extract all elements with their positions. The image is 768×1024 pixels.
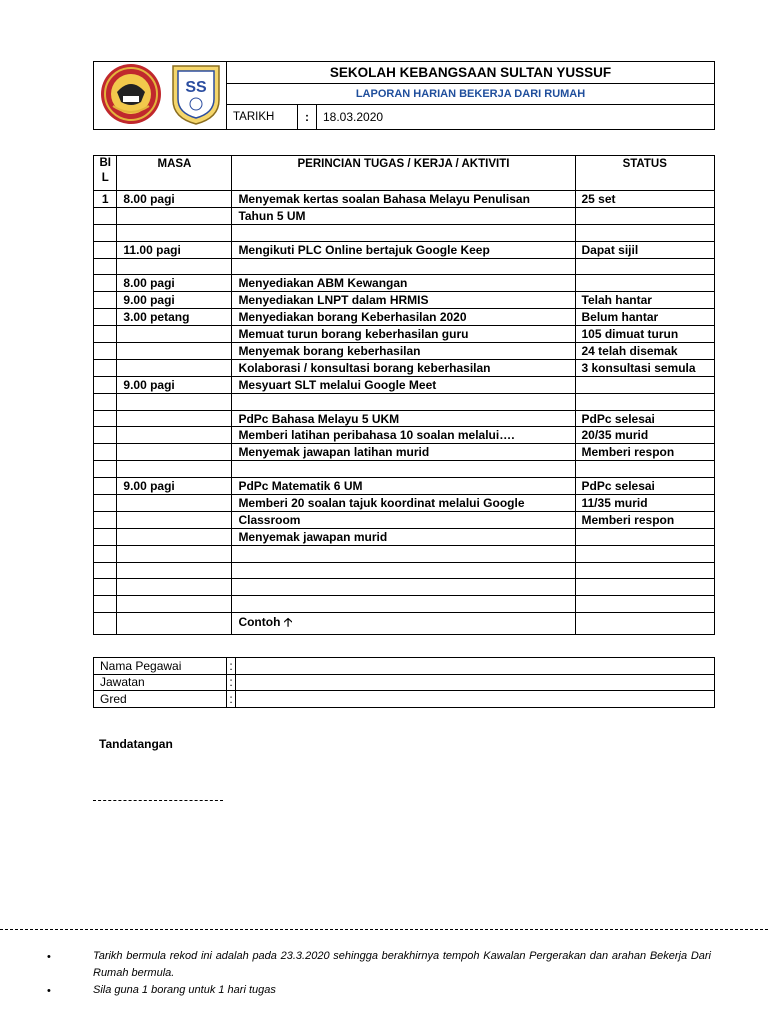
table-row [94, 545, 715, 562]
logos-cell [94, 62, 227, 130]
officer-value[interactable] [236, 691, 715, 708]
table-row [94, 258, 715, 275]
row-task[interactable]: Memuat turun borang keberhasilan guru [232, 326, 575, 343]
row-status[interactable]: 24 telah disemak [575, 343, 715, 360]
row-task[interactable]: Classroom [232, 511, 575, 528]
row-bil[interactable] [94, 393, 117, 410]
row-bil[interactable] [94, 309, 117, 326]
row-task[interactable]: Memberi 20 soalan tajuk koordinat melalui Google [232, 495, 575, 512]
header-status: STATUS [575, 156, 715, 191]
table-row [94, 613, 715, 635]
row-bil[interactable] [94, 579, 117, 596]
row-task[interactable]: Menyemak kertas soalan Bahasa Melayu Penulisan [232, 191, 575, 208]
row-bil[interactable] [94, 292, 117, 309]
row-masa[interactable] [117, 224, 232, 241]
row-status[interactable] [575, 393, 715, 410]
row-status[interactable]: 11/35 murid [575, 495, 715, 512]
officer-colon: : [227, 658, 236, 675]
row-bil[interactable] [94, 444, 117, 461]
date-colon: : [298, 105, 317, 130]
row-task[interactable] [232, 258, 575, 275]
row-masa[interactable]: 9.00 pagi [117, 376, 232, 393]
row-status[interactable]: PdPc selesai [575, 478, 715, 495]
row-bil[interactable] [94, 562, 117, 579]
officer-colon: : [227, 674, 236, 691]
row-masa[interactable]: 9.00 pagi [117, 292, 232, 309]
row-masa[interactable]: 9.00 pagi [117, 478, 232, 495]
row-task[interactable]: Memberi latihan peribahasa 10 soalan melalui…. [232, 427, 575, 444]
row-task[interactable] [232, 461, 575, 478]
row-bil[interactable] [94, 478, 117, 495]
table-row [94, 241, 715, 258]
row-task[interactable] [232, 596, 575, 613]
report-header [93, 61, 715, 130]
row-status[interactable] [575, 258, 715, 275]
row-masa[interactable] [117, 495, 232, 512]
row-masa[interactable]: 8.00 pagi [117, 275, 232, 292]
row-masa[interactable] [117, 444, 232, 461]
note-bullet: • [47, 985, 51, 997]
officer-label: Nama Pegawai [94, 658, 227, 675]
row-masa[interactable] [117, 545, 232, 562]
row-task[interactable]: Menyemak borang keberhasilan [232, 343, 575, 360]
row-status[interactable]: 3 konsultasi semula [575, 359, 715, 376]
row-status[interactable] [575, 207, 715, 224]
row-status[interactable] [575, 528, 715, 545]
row-task[interactable]: PdPc Bahasa Melayu 5 UKM [232, 410, 575, 427]
row-bil[interactable] [94, 427, 117, 444]
table-row [94, 495, 715, 512]
row-status[interactable]: Memberi respon [575, 444, 715, 461]
row-masa[interactable]: 11.00 pagi [117, 241, 232, 258]
activity-table [93, 155, 715, 635]
header-task: PERINCIAN TUGAS / KERJA / AKTIVITI [232, 156, 575, 191]
row-status[interactable] [575, 224, 715, 241]
row-status[interactable] [575, 545, 715, 562]
table-row [94, 207, 715, 224]
row-bil[interactable] [94, 359, 117, 376]
row-status[interactable]: Dapat sijil [575, 241, 715, 258]
row-status[interactable]: PdPc selesai [575, 410, 715, 427]
row-masa[interactable] [117, 562, 232, 579]
row-bil[interactable] [94, 461, 117, 478]
row-status[interactable]: Belum hantar [575, 309, 715, 326]
row-task[interactable]: Menyediakan borang Keberhasilan 2020 [232, 309, 575, 326]
activity-table-body [94, 191, 715, 635]
table-row [94, 427, 715, 444]
table-row [94, 562, 715, 579]
row-masa[interactable] [117, 511, 232, 528]
row-bil[interactable] [94, 376, 117, 393]
row-task[interactable] [232, 393, 575, 410]
row-status[interactable] [575, 613, 715, 635]
row-bil[interactable] [94, 241, 117, 258]
row-status[interactable] [575, 579, 715, 596]
officer-table [93, 657, 715, 708]
row-status[interactable]: 20/35 murid [575, 427, 715, 444]
signature-label: Tandatangan [99, 737, 173, 751]
table-row [94, 292, 715, 309]
table-row [94, 275, 715, 292]
row-task[interactable]: Menyediakan ABM Kewangan [232, 275, 575, 292]
row-task[interactable]: Contoh 🡡 [232, 613, 575, 635]
row-bil[interactable]: 1 [94, 191, 117, 208]
row-task[interactable]: PdPc Matematik 6 UM [232, 478, 575, 495]
row-bil[interactable] [94, 343, 117, 360]
row-bil[interactable] [94, 596, 117, 613]
school-name: SEKOLAH KEBANGSAAN SULTAN YUSSUF [227, 62, 715, 84]
row-bil[interactable] [94, 258, 117, 275]
table-row [94, 478, 715, 495]
row-masa[interactable]: 3.00 petang [117, 309, 232, 326]
row-task[interactable]: Menyemak jawapan murid [232, 528, 575, 545]
report-title: LAPORAN HARIAN BEKERJA DARI RUMAH [227, 83, 715, 105]
officer-label: Jawatan [94, 674, 227, 691]
header-masa: MASA [117, 156, 232, 191]
school-crest-logo [97, 62, 165, 129]
row-bil[interactable] [94, 528, 117, 545]
row-masa[interactable] [117, 326, 232, 343]
row-task[interactable] [232, 545, 575, 562]
row-bil[interactable] [94, 224, 117, 241]
row-masa[interactable] [117, 393, 232, 410]
table-row [94, 376, 715, 393]
table-row [94, 393, 715, 410]
officer-row [94, 691, 715, 708]
row-masa[interactable] [117, 258, 232, 275]
table-header-row [94, 156, 715, 191]
row-status[interactable]: Telah hantar [575, 292, 715, 309]
row-task[interactable]: Menyediakan LNPT dalam HRMIS [232, 292, 575, 309]
row-task[interactable]: Menyemak jawapan latihan murid [232, 444, 575, 461]
svg-text:SS: SS [185, 79, 207, 96]
table-row [94, 326, 715, 343]
row-status[interactable]: 105 dimuat turun [575, 326, 715, 343]
note-1: Tarikh bermula rekod ini adalah pada 23.3.2020 sehingga berakhirnya tempoh Kawalan Pergerakan dan arahan Bekerja Dari Rumah bermula. [93, 950, 711, 979]
row-status[interactable]: Memberi respon [575, 511, 715, 528]
row-bil[interactable] [94, 511, 117, 528]
row-status[interactable] [575, 461, 715, 478]
officer-row [94, 658, 715, 675]
row-masa[interactable] [117, 207, 232, 224]
note-2: Sila guna 1 borang untuk 1 hari tugas [93, 984, 276, 996]
row-task[interactable]: Mesyuart SLT melalui Google Meet [232, 376, 575, 393]
table-row [94, 410, 715, 427]
row-masa[interactable] [117, 427, 232, 444]
date-value[interactable]: 18.03.2020 [317, 105, 715, 130]
table-row [94, 579, 715, 596]
row-task[interactable]: Mengikuti PLC Online bertajuk Google Keep [232, 241, 575, 258]
table-row [94, 191, 715, 208]
officer-label: Gred [94, 691, 227, 708]
table-row [94, 343, 715, 360]
row-bil[interactable] [94, 275, 117, 292]
table-row [94, 359, 715, 376]
row-bil[interactable] [94, 613, 117, 635]
row-status[interactable] [575, 376, 715, 393]
note-bullet: • [47, 951, 51, 963]
table-row [94, 444, 715, 461]
row-masa[interactable] [117, 343, 232, 360]
officer-row [94, 674, 715, 691]
row-bil[interactable] [94, 326, 117, 343]
row-masa[interactable]: 8.00 pagi [117, 191, 232, 208]
row-bil[interactable] [94, 495, 117, 512]
row-masa[interactable] [117, 528, 232, 545]
row-status[interactable]: 25 set [575, 191, 715, 208]
table-row [94, 596, 715, 613]
row-task[interactable] [232, 562, 575, 579]
table-row [94, 461, 715, 478]
row-task[interactable] [232, 579, 575, 596]
header-bil: BI L [94, 156, 117, 191]
footer-divider [0, 929, 768, 930]
row-bil[interactable] [94, 410, 117, 427]
row-masa[interactable] [117, 596, 232, 613]
row-task[interactable]: Kolaborasi / konsultasi borang keberhasilan [232, 359, 575, 376]
date-label: TARIKH [227, 105, 298, 130]
row-masa[interactable] [117, 613, 232, 635]
table-row [94, 511, 715, 528]
row-task[interactable]: Tahun 5 UM [232, 207, 575, 224]
officer-colon: : [227, 691, 236, 708]
signature-line[interactable] [93, 800, 223, 801]
table-row [94, 224, 715, 241]
table-row [94, 528, 715, 545]
row-masa[interactable] [117, 410, 232, 427]
row-bil[interactable] [94, 207, 117, 224]
row-masa[interactable] [117, 461, 232, 478]
row-masa[interactable] [117, 359, 232, 376]
row-status[interactable] [575, 275, 715, 292]
row-status[interactable] [575, 562, 715, 579]
row-masa[interactable] [117, 579, 232, 596]
row-bil[interactable] [94, 545, 117, 562]
officer-value[interactable] [236, 658, 715, 675]
row-task[interactable] [232, 224, 575, 241]
ss-shield-logo [169, 62, 223, 129]
officer-value[interactable] [236, 674, 715, 691]
table-row [94, 309, 715, 326]
row-status[interactable] [575, 596, 715, 613]
